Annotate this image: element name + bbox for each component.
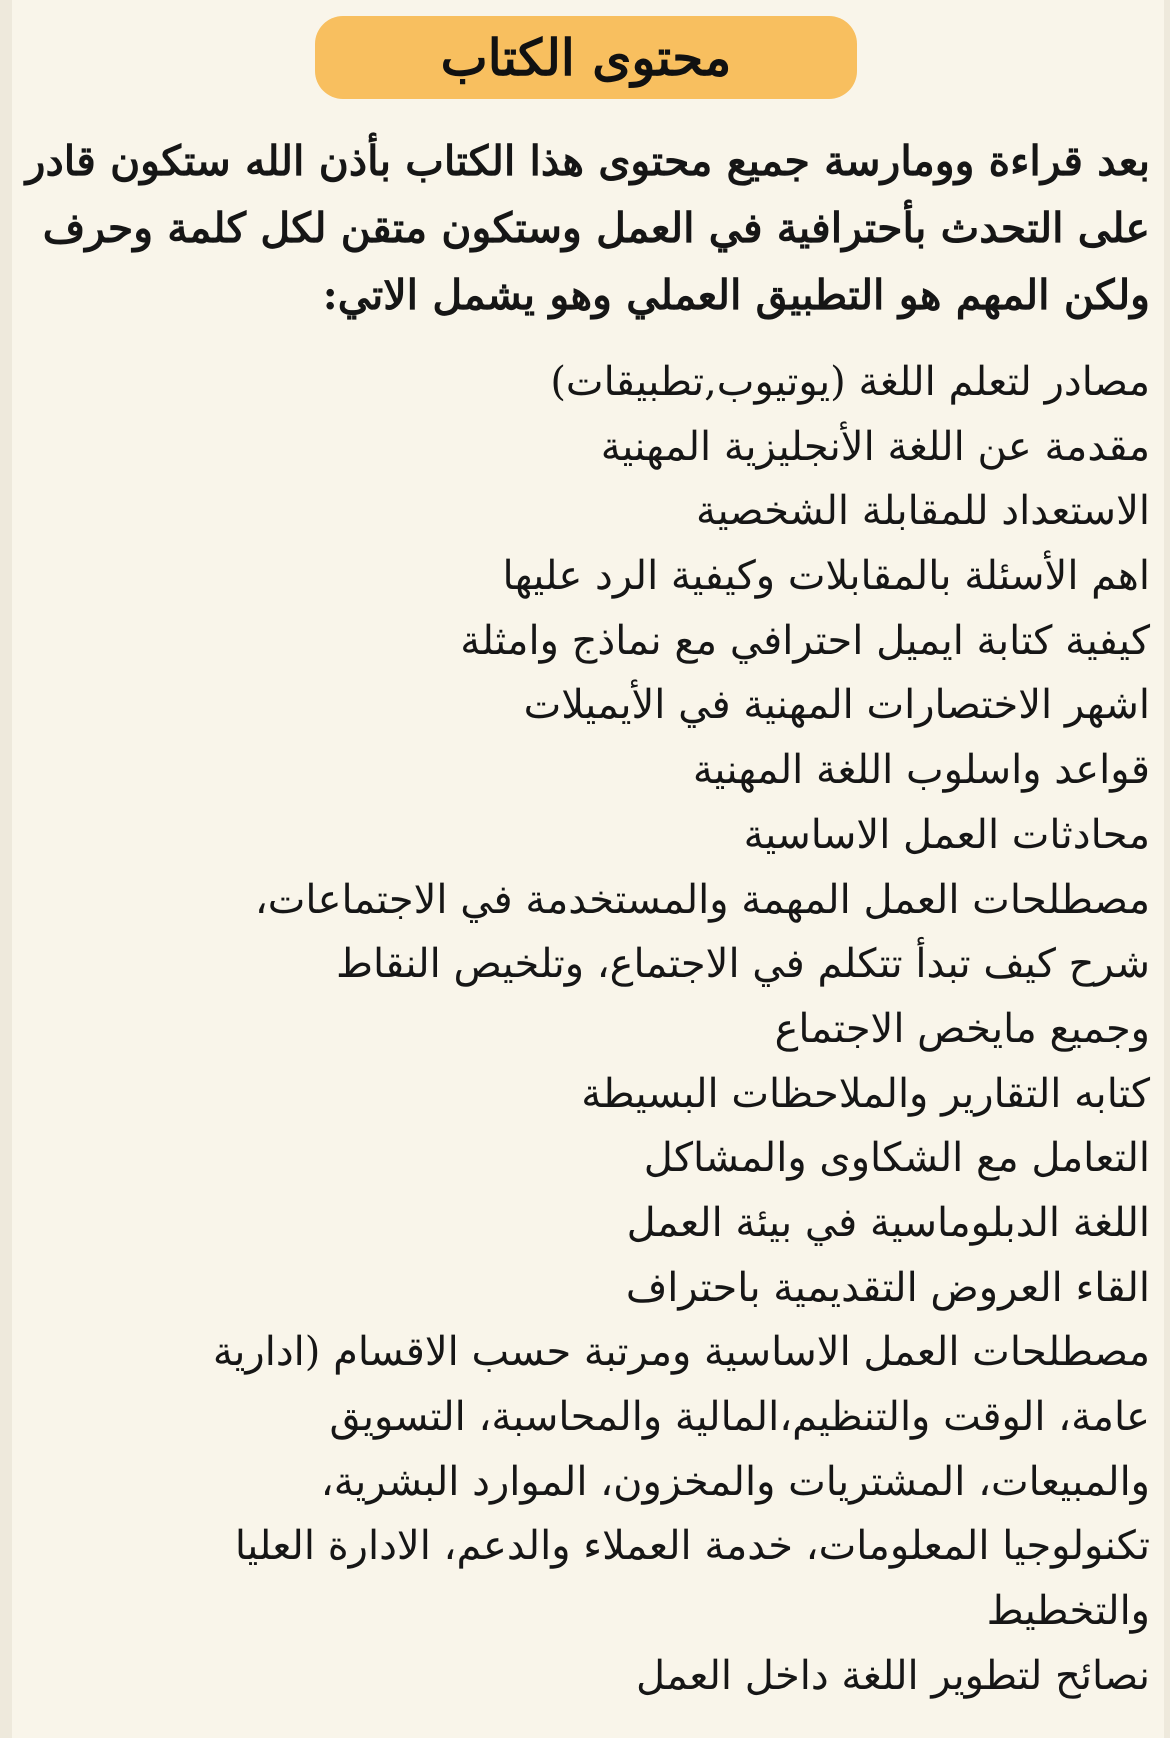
list-item: والتخطيط	[986, 1588, 1150, 1635]
contents-list	[60, 350, 1150, 1708]
intro-paragraph	[25, 128, 1150, 329]
intro-line: بعد قراءة وومارسة جميع محتوى هذا الكتاب بأذن الله ستكون قادر	[25, 137, 1150, 185]
page-edge-left	[0, 0, 12, 1738]
list-item: قواعد واسلوب اللغة المهنية	[692, 747, 1150, 794]
list-item: اشهر الاختصارات المهنية في الأيميلات	[523, 682, 1150, 729]
list-item: اللغة الدبلوماسية في بيئة العمل	[626, 1199, 1150, 1246]
list-item: عامة، الوقت والتنظيم،المالية والمحاسبة، التسويق	[329, 1394, 1150, 1440]
list-item: اهم الأسئلة بالمقابلات وكيفية الرد عليها	[502, 553, 1150, 600]
list-item: وجميع مايخص الاجتماع	[774, 1005, 1150, 1052]
list-item: تكنولوجيا المعلومات، خدمة العملاء والدعم، الادارة العليا	[234, 1523, 1150, 1570]
list-item: مصطلحات العمل الاساسية ومرتبة حسب الاقسام (ادارية	[212, 1329, 1150, 1376]
list-item: التعامل مع الشكاوى والمشاكل	[643, 1135, 1150, 1182]
list-item: كتابه التقارير والملاحظات البسيطة	[581, 1070, 1150, 1117]
title-banner	[315, 16, 857, 99]
intro-line: ولكن المهم هو التطبيق العملي وهو يشمل الاتي:	[322, 271, 1150, 319]
list-item: شرح كيف تبدأ تتكلم في الاجتماع، وتلخيص النقاط	[335, 941, 1150, 988]
list-item: كيفية كتابة ايميل احترافي مع نماذج وامثلة	[460, 617, 1150, 664]
page-title: محتوى الكتاب	[440, 27, 732, 87]
intro-line: على التحدث بأحترافية في العمل وستكون متقن لكل كلمة وحرف	[42, 204, 1150, 252]
list-item: نصائح لتطوير اللغة داخل العمل	[635, 1652, 1150, 1699]
list-item: مصطلحات العمل المهمة والمستخدمة في الاجتماعات،	[254, 876, 1150, 923]
list-item: محادثات العمل الاساسية	[743, 811, 1150, 858]
list-item: مقدمة عن اللغة الأنجليزية المهنية	[600, 423, 1150, 470]
list-item: القاء العروض التقديمية باحتراف	[625, 1264, 1150, 1311]
list-item: مصادر لتعلم اللغة (يوتيوب,تطبيقات)	[550, 359, 1150, 405]
list-item: والمبيعات، المشتريات والمخزون، الموارد البشرية،	[320, 1458, 1150, 1505]
list-item: الاستعداد للمقابلة الشخصية	[696, 488, 1150, 535]
page-edge-right	[1164, 0, 1170, 1738]
